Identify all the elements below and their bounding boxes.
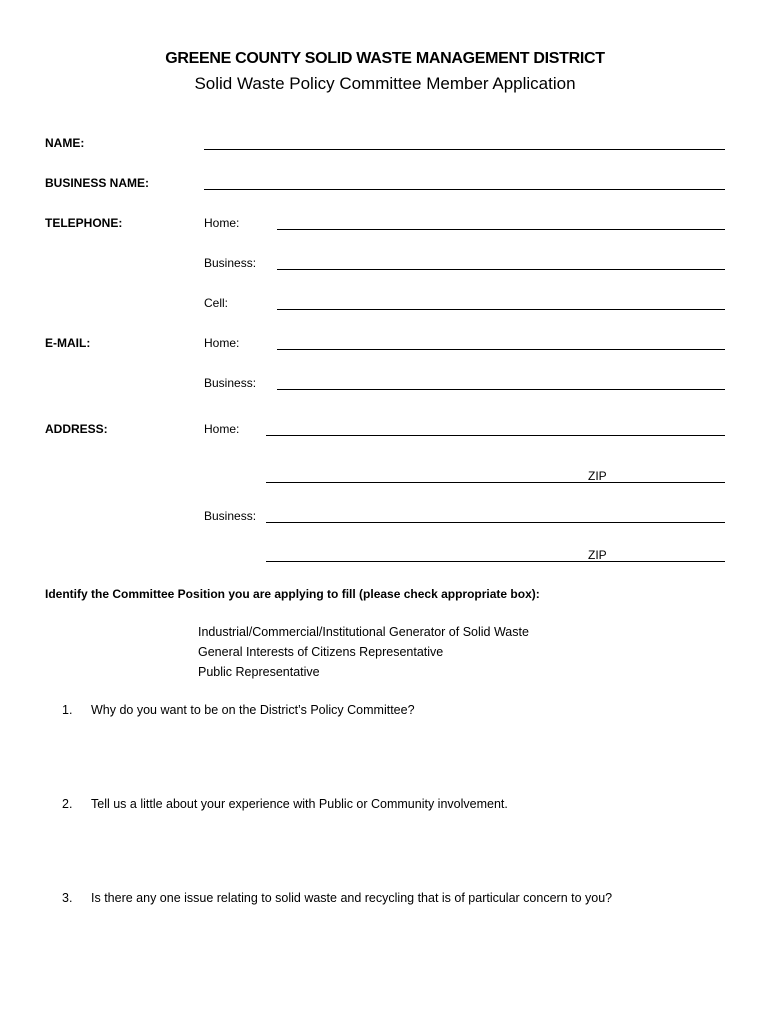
telephone-business-label: Business: [204, 256, 257, 270]
question-1-number: 1. [62, 703, 73, 717]
question-2-text: Tell us a little about your experience with Public or Community involvement. [91, 797, 508, 811]
address-home-label: Home: [204, 422, 240, 436]
position-prompt: Identify the Committee Position you are applying to fill (please check appropriate box): [45, 587, 540, 601]
telephone-cell-field[interactable] [277, 309, 725, 310]
page-subtitle: Solid Waste Policy Committee Member Application [194, 74, 576, 93]
position-option-public[interactable]: Public Representative [198, 665, 320, 679]
question-1-text: Why do you want to be on the District’s Policy Committee? [91, 703, 415, 717]
email-business-label: Business: [204, 376, 257, 390]
question-3-number: 3. [62, 891, 73, 905]
address-home-line1-field[interactable] [266, 435, 725, 436]
address-home-zip-label: ZIP [588, 469, 607, 483]
question-2-number: 2. [62, 797, 73, 811]
telephone-home-label: Home: [204, 216, 240, 230]
position-option-industrial[interactable]: Industrial/Commercial/Institutional Generator of Solid Waste [198, 625, 529, 639]
page-title: GREENE COUNTY SOLID WASTE MANAGEMENT DISTRICT [165, 50, 605, 67]
email-business-field[interactable] [277, 389, 725, 390]
email-home-field[interactable] [277, 349, 725, 350]
name-label: NAME: [45, 136, 85, 150]
address-business-zip-label: ZIP [588, 548, 607, 562]
address-home-line2-field[interactable] [266, 482, 725, 483]
address-business-label: Business: [204, 509, 257, 523]
business-name-label: BUSINESS NAME: [45, 176, 150, 190]
telephone-label: TELEPHONE: [45, 216, 123, 230]
business-name-field[interactable] [204, 189, 725, 190]
telephone-business-field[interactable] [277, 269, 725, 270]
telephone-home-field[interactable] [277, 229, 725, 230]
name-field[interactable] [204, 149, 725, 150]
question-3-text: Is there any one issue relating to solid waste and recycling that is of particular concern to you? [91, 891, 613, 905]
email-label: E-MAIL: [45, 336, 91, 350]
address-business-line1-field[interactable] [266, 522, 725, 523]
address-business-line2-field[interactable] [266, 561, 725, 562]
address-label: ADDRESS: [45, 422, 108, 436]
email-home-label: Home: [204, 336, 240, 350]
position-option-citizens[interactable]: General Interests of Citizens Representative [198, 645, 444, 659]
telephone-cell-label: Cell: [204, 296, 229, 310]
